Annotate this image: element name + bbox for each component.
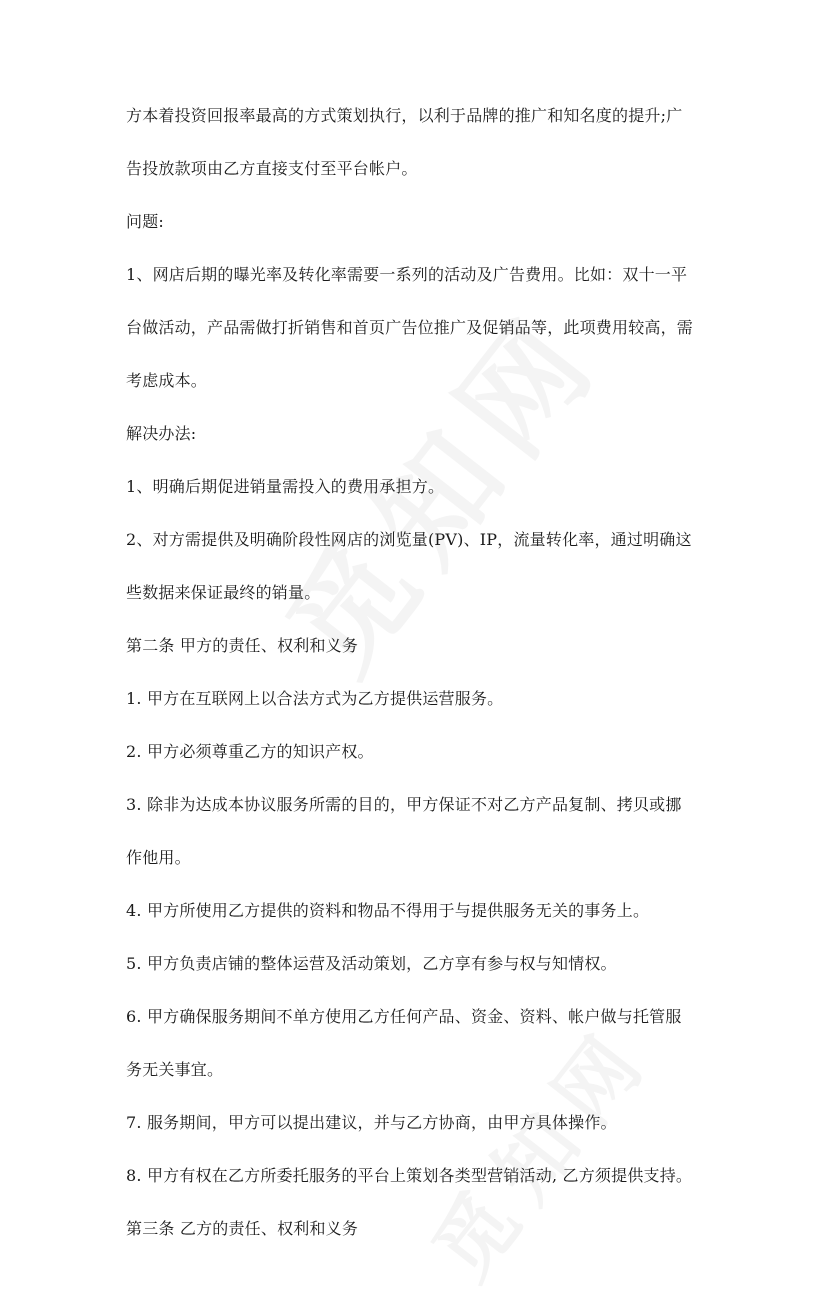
- article-heading: 第二条 甲方的责任、权利和义务: [126, 636, 359, 655]
- section-label: 解决办法:: [126, 424, 197, 443]
- paragraph-line: 1、网店后期的曝光率及转化率需要一系列的活动及广告费用。比如：双十一平: [126, 265, 688, 284]
- clause-item: 4. 甲方所使用乙方提供的资料和物品不得用于与提供服务无关的事务上。: [126, 901, 650, 920]
- paragraph-line: 考虑成本。: [126, 371, 208, 390]
- paragraph-line: 1、明确后期促进销量需投入的费用承担方。: [126, 477, 445, 496]
- paragraph-line: 告投放款项由乙方直接支付至平台帐户。: [126, 159, 418, 178]
- clause-item: 6. 甲方确保服务期间不单方使用乙方任何产品、资金、资料、帐户做与托管服: [126, 1007, 682, 1026]
- paragraph-line: 台做活动，产品需做打折销售和首页广告位推广及促销品等，此项费用较高，需: [126, 318, 694, 337]
- clause-item: 作他用。: [126, 848, 191, 867]
- clause-item: 8. 甲方有权在乙方所委托服务的平台上策划各类型营销活动, 乙方须提供支持。: [126, 1166, 693, 1185]
- clause-item: 5. 甲方负责店铺的整体运营及活动策划，乙方享有参与权与知情权。: [126, 954, 617, 973]
- paragraph-line: 方本着投资回报率最高的方式策划执行，以利于品牌的推广和知名度的提升;广: [126, 106, 683, 125]
- paragraph-line: 2、对方需提供及明确阶段性网店的浏览量(PV)、IP，流量转化率，通过明确这: [126, 530, 692, 549]
- clause-item: 3. 除非为达成本协议服务所需的目的，甲方保证不对乙方产品复制、拷贝或挪: [126, 795, 682, 814]
- document-body: [126, 106, 716, 1239]
- clause-item: 务无关事宜。: [126, 1060, 224, 1079]
- paragraph-line: 些数据来保证最终的销量。: [126, 583, 321, 602]
- article-heading: 第三条 乙方的责任、权利和义务: [126, 1219, 359, 1238]
- clause-item: 7. 服务期间，甲方可以提出建议，并与乙方协商，由甲方具体操作。: [126, 1113, 617, 1132]
- clause-item: 1. 甲方在互联网上以合法方式为乙方提供运营服务。: [126, 689, 504, 708]
- section-label: 问题:: [126, 212, 164, 231]
- clause-item: 2. 甲方必须尊重乙方的知识产权。: [126, 742, 374, 761]
